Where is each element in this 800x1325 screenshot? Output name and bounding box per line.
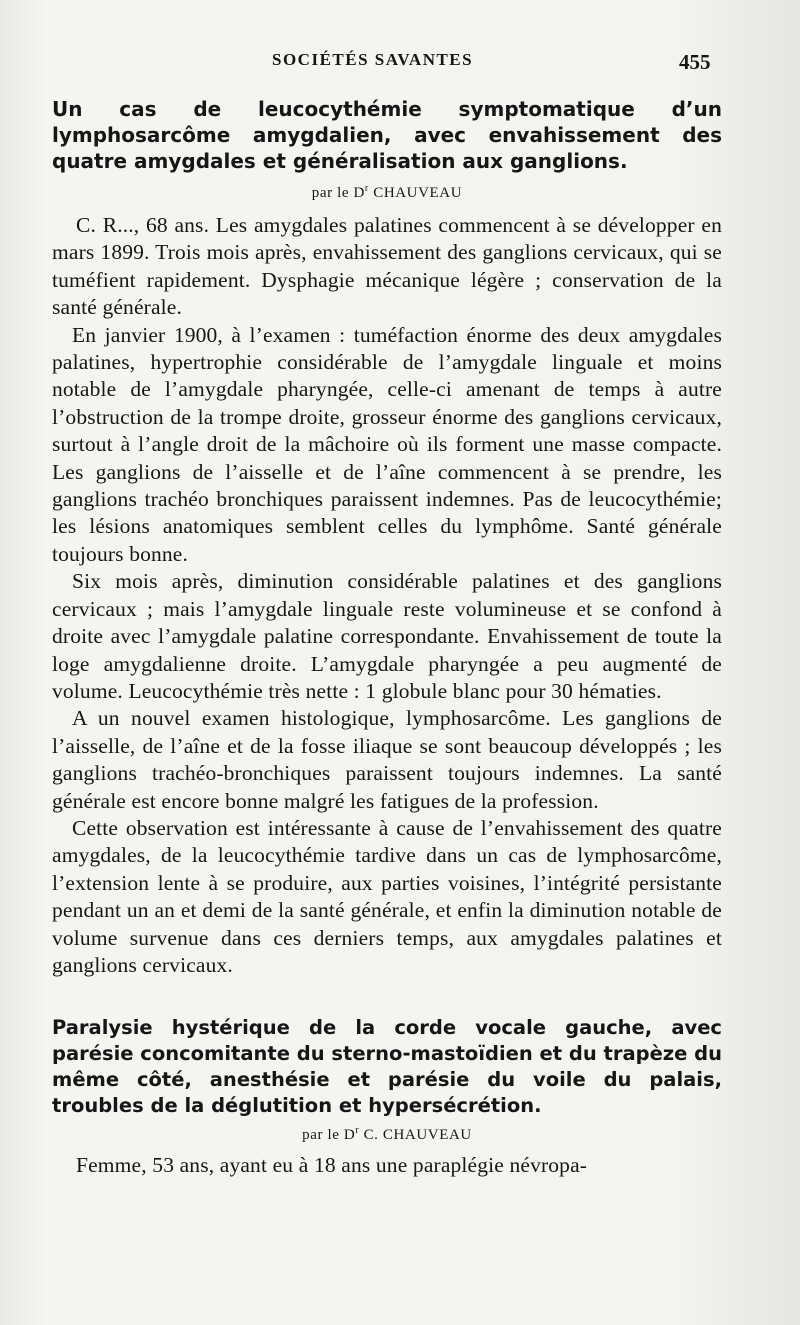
article-title: Un cas de leucocythémie symptomatique d’un lymphosarcôme amygdalien, avec envahissement des quatre amygdales et généralisation aux ganglions. — [52, 97, 722, 173]
byline-author: CHAUVEAU — [368, 185, 463, 201]
article-paragraph: A un nouvel examen histologique, lymphosarcôme. Les ganglions de l’aisselle, de l’aîne et de la fosse iliaque se sont beaucoup développés ; les ganglions trachéo-bronchiques paraissent toujours indemnes. La santé générale est encore bonne malgré les fatigues de la profession. — [52, 706, 722, 813]
byline-author: C. CHAUVEAU — [359, 1127, 472, 1144]
byline-superscript: r — [355, 1125, 360, 1137]
byline-superscript: r — [364, 183, 369, 194]
page-content — [52, 96, 722, 1180]
article-leucocythemie — [52, 96, 722, 979]
article-paragraph: En janvier 1900, à l’examen : tuméfaction énorme des deux amygdales palatines, hypertrophie considérable de l’amygdale linguale et moins notable de l’amygdale pharyngée, celle-ci amenant de temps à autre l’obstruction de la trompe droite, grosseur énorme des ganglions cervicaux, surtout à l’angle droit de la mâchoire où ils forment une masse compacte. Les ganglions de l’aisselle et de l’aîne commencent à se prendre, les ganglions trachéo bronchiques paraissent indemnes. Pas de leucocythémie; les lésions anatomiques semblent celles du lymphôme. Santé générale toujours bonne. — [52, 322, 722, 566]
byline-prefix: par le D — [311, 185, 365, 201]
running-title: SOCIÉTÉS SAVANTES — [272, 50, 474, 69]
article-paragraph: Six mois après, diminution considérable palatines et des ganglions cervicaux ; mais l’amygdale linguale reste volumineuse et se confond à droite avec l’amygdale palatine correspondante. Envahissement de toute la loge amygdalienne droite. L’amygdale pharyngée a peu augmenté de volume. Leucocythémie très nette : 1 globule blanc pour 30 hématies. — [52, 569, 722, 703]
article-title: Paralysie hystérique de la corde vocale gauche, avec parésie concomitante du sterno-mastoïdien et du trapèze du même côté, anesthésie et parésie du voile du palais, troubles de la déglutition et hypersécrétion. — [52, 1016, 723, 1118]
article-paragraph: Femme, 53 ans, ayant eu à 18 ans une paraplégie névropa- — [76, 1153, 588, 1178]
article-paragraph: Cette observation est intéressante à cause de l’envahissement des quatre amygdales, de la leucocythémie tardive dans un cas de lymphosarcôme, l’extension lente à se produire, aux parties voisines, l’intégrité persistante pendant un an et demi de la santé générale, et enfin la diminution notable de volume survenue dans ces derniers temps, aux amygdales palatines et ganglions cervicaux. — [52, 815, 722, 977]
article-byline — [52, 183, 722, 202]
page-number: 455 — [679, 50, 711, 74]
article-byline — [52, 1125, 722, 1144]
running-header — [0, 50, 800, 84]
article-paragraph: C. R..., 68 ans. Les amygdales palatines commencent à se développer en mars 1899. Trois mois après, envahissement des ganglions cervicaux, qui se tuméfient rapidement. Dysphagie mécanique légère ; conservation de la santé générale. — [52, 213, 722, 320]
article-paralysie-hysterique — [52, 1015, 722, 1179]
byline-prefix: par le D — [302, 1127, 356, 1144]
